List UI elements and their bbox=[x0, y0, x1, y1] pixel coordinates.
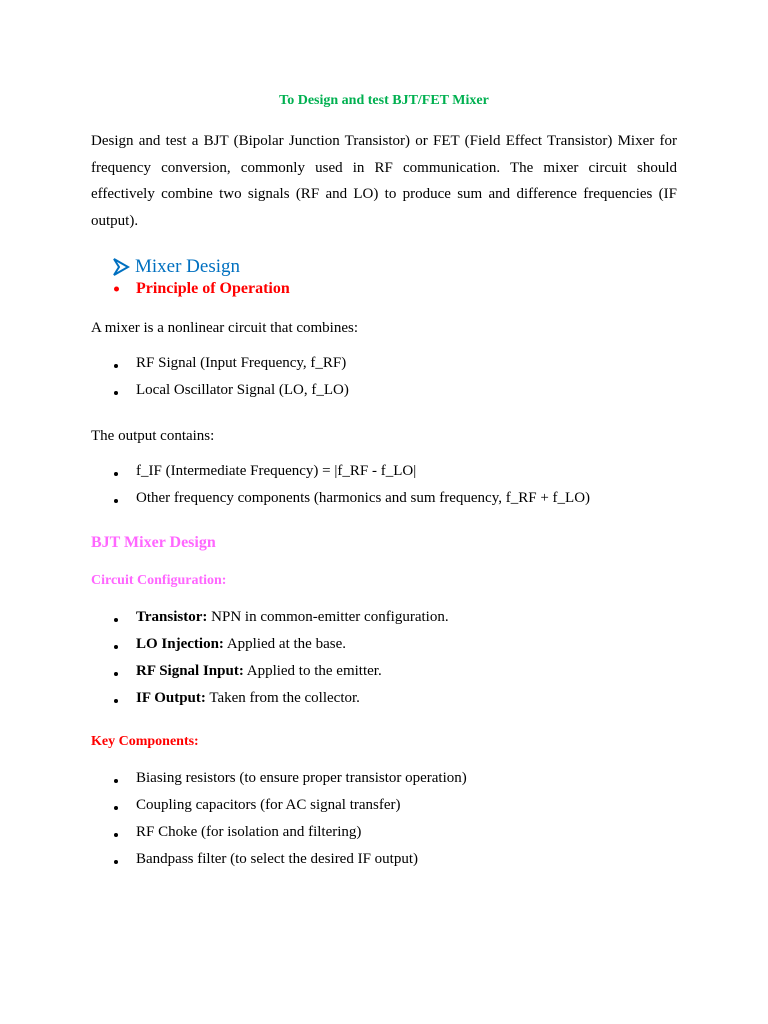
output-intro: The output contains: bbox=[91, 428, 215, 444]
list-item bbox=[136, 690, 360, 707]
list-item-text: Biasing resistors (to ensure proper transistor operation) bbox=[136, 770, 467, 786]
list-item bbox=[136, 355, 346, 372]
bullet-dot-icon bbox=[114, 779, 118, 783]
bullet-dot-icon bbox=[114, 391, 118, 395]
config-label: RF Signal Input: bbox=[136, 663, 244, 679]
list-item bbox=[136, 636, 346, 653]
bullet-dot-icon bbox=[114, 618, 118, 622]
config-label: Transistor: bbox=[136, 609, 208, 625]
list-item-text: RF Choke (for isolation and filtering) bbox=[136, 824, 362, 840]
bullet-dot-icon bbox=[114, 499, 118, 503]
list-item bbox=[136, 824, 361, 841]
list-item bbox=[136, 851, 418, 868]
list-item-text: Other frequency components (harmonics and sum frequency, f_RF + f_LO) bbox=[136, 490, 591, 506]
bullet-dot-icon bbox=[114, 860, 118, 864]
principle-heading-text: Principle of Operation bbox=[136, 280, 290, 297]
config-text: Applied to the emitter. bbox=[243, 663, 382, 679]
bullet-dot-icon bbox=[114, 364, 118, 368]
arrowhead-bullet-icon bbox=[112, 257, 130, 277]
principle-heading bbox=[136, 280, 290, 298]
list-item bbox=[136, 463, 416, 480]
key-components-heading: Key Components: bbox=[91, 734, 199, 749]
list-item-text: f_IF (Intermediate Frequency) = |f_RF - f_LO| bbox=[136, 463, 417, 479]
list-item-text: Local Oscillator Signal (LO, f_LO) bbox=[136, 382, 349, 398]
document-title: To Design and test BJT/FET Mixer bbox=[279, 93, 489, 108]
list-item-text: Coupling capacitors (for AC signal transfer) bbox=[136, 797, 401, 813]
bjt-mixer-heading: BJT Mixer Design bbox=[91, 534, 216, 551]
bullet-dot-icon bbox=[114, 699, 118, 703]
list-item bbox=[136, 770, 467, 787]
list-item bbox=[136, 490, 590, 507]
config-text: Applied at the base. bbox=[223, 636, 346, 652]
mixer-design-heading-text: Mixer Design bbox=[135, 256, 241, 277]
list-item bbox=[136, 797, 401, 814]
config-text: Taken from the collector. bbox=[205, 690, 360, 706]
bullet-dot-icon bbox=[114, 287, 119, 292]
bullet-dot-icon bbox=[114, 645, 118, 649]
bullet-dot-icon bbox=[114, 672, 118, 676]
config-label: IF Output: bbox=[136, 690, 206, 706]
intro-paragraph: Design and test a BJT (Bipolar Junction Transistor) or FET (Field Effect Transistor) Mixer for frequency conversion, commonly used in RF communication. The mixer circuit should effectively combine two signals (RF and LO) to produce sum and difference frequencies (IF output). bbox=[91, 133, 677, 230]
list-item bbox=[136, 663, 382, 680]
circuit-configuration-heading: Circuit Configuration: bbox=[91, 573, 227, 588]
bullet-dot-icon bbox=[114, 833, 118, 837]
mixer-intro: A mixer is a nonlinear circuit that combines: bbox=[91, 320, 359, 336]
list-item-text: Bandpass filter (to select the desired IF output) bbox=[136, 851, 419, 867]
config-label: LO Injection: bbox=[136, 636, 224, 652]
list-item bbox=[136, 382, 349, 399]
list-item bbox=[136, 609, 449, 626]
config-text: NPN in common-emitter configuration. bbox=[207, 609, 449, 625]
bullet-dot-icon bbox=[114, 472, 118, 476]
bullet-dot-icon bbox=[114, 806, 118, 810]
list-item-text: RF Signal (Input Frequency, f_RF) bbox=[136, 355, 347, 371]
mixer-design-heading bbox=[112, 256, 240, 278]
